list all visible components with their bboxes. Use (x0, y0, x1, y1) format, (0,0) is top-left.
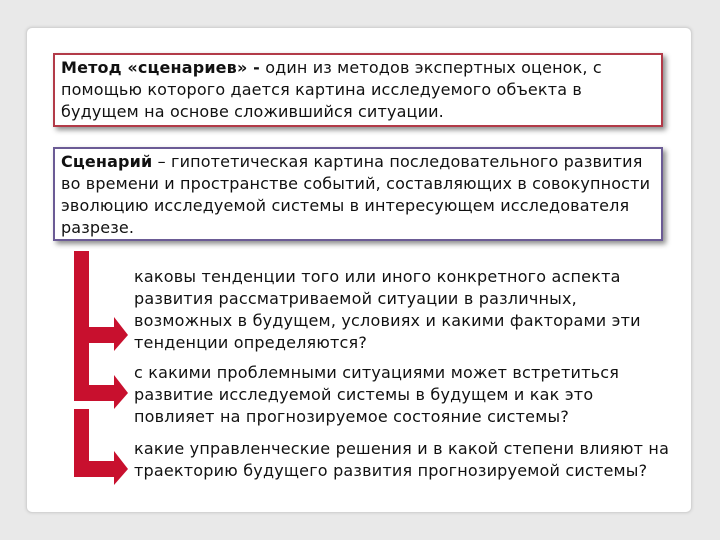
scenario-term: Сценарий (61, 152, 153, 171)
question-item: какие управленческие решения и в какой степени влияют на траекторию будущего развития прогнозируемой системы? (134, 439, 670, 480)
question-item: с какими проблемными ситуациями может встретиться развитие исследуемой системы в будущем и как это повлияет на прогнозируемое состояние системы? (134, 363, 620, 426)
method-term: Метод «сценариев» - (61, 58, 260, 77)
method-definition-box (53, 53, 663, 127)
scenario-definition-text: – гипотетическая картина последовательного развития во времени и пространстве событий, составляющих в совокупности эволюцию исследуемой системы в интересующем исследователя разрезе. (61, 152, 651, 237)
l-arrow-icon (64, 405, 136, 509)
method-definition-text: один из методов экспертных оценок, с помощью которого дается картина исследуемого объекта в будущем на основе сложившийся ситуации. (61, 58, 602, 121)
scenario-definition-box (53, 147, 663, 241)
question-item: каковы тенденции того или иного конкретного аспекта развития рассматриваемой ситуации в различных, возможных в будущем, условиях и какими факторами эти тенденции определяются? (134, 267, 641, 352)
